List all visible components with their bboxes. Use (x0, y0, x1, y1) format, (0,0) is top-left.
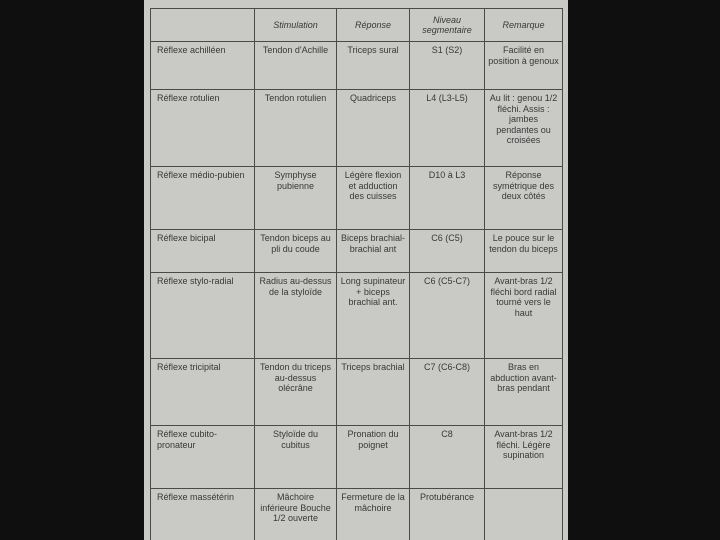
stimulation-cell: Radius au-dessus de la styloïde (255, 273, 337, 359)
table-row (151, 90, 563, 167)
niveau-cell: S1 (S2) (410, 42, 485, 90)
remarque-cell: Avant-bras 1/2 fléchi bord radial tourné vers le haut (485, 273, 563, 359)
reflex-name: Réflexe achilléen (151, 42, 255, 90)
header-stimulation: Stimulation (255, 9, 337, 42)
reflex-name: Réflexe massétérin (151, 489, 255, 540)
stimulation-cell: Tendon rotulien (255, 90, 337, 167)
niveau-cell: C6 (C5-C7) (410, 273, 485, 359)
niveau-cell: L4 (L3-L5) (410, 90, 485, 167)
stimulation-cell: Tendon du triceps au-dessus olécrâne (255, 359, 337, 426)
header-remarque: Remarque (485, 9, 563, 42)
niveau-cell: C8 (410, 426, 485, 489)
reflex-name: Réflexe rotulien (151, 90, 255, 167)
reponse-cell: Quadriceps (337, 90, 410, 167)
header-reponse: Réponse (337, 9, 410, 42)
stimulation-cell: Styloïde du cubitus (255, 426, 337, 489)
table-row (151, 489, 563, 540)
remarque-cell: Au lit : genou 1/2 fléchi. Assis : jambes pendantes ou croisées (485, 90, 563, 167)
table-row (151, 167, 563, 230)
stimulation-cell: Symphyse pubienne (255, 167, 337, 230)
reponse-cell: Pronation du poignet (337, 426, 410, 489)
remarque-cell: Le pouce sur le tendon du biceps (485, 230, 563, 273)
reponse-cell: Triceps sural (337, 42, 410, 90)
stimulation-cell: Mâchoire inférieure Bouche 1/2 ouverte (255, 489, 337, 540)
table-row (151, 230, 563, 273)
scanned-page (144, 0, 568, 540)
table-row (151, 273, 563, 359)
reponse-cell: Long supinateur + biceps brachial ant. (337, 273, 410, 359)
stimulation-cell: Tendon biceps au pli du coude (255, 230, 337, 273)
remarque-cell (485, 489, 563, 540)
reflex-name: Réflexe médio-pubien (151, 167, 255, 230)
niveau-cell: Protubérance (410, 489, 485, 540)
reflex-table (150, 8, 563, 540)
table-row (151, 426, 563, 489)
reponse-cell: Biceps brachial-brachial ant (337, 230, 410, 273)
reflex-name: Réflexe stylo-radial (151, 273, 255, 359)
reflex-name: Réflexe tricipital (151, 359, 255, 426)
reponse-cell: Fermeture de la mâchoire (337, 489, 410, 540)
stimulation-cell: Tendon d'Achille (255, 42, 337, 90)
niveau-cell: D10 à L3 (410, 167, 485, 230)
remarque-cell: Avant-bras 1/2 fléchi. Légère supination (485, 426, 563, 489)
reflex-name: Réflexe cubito-pronateur (151, 426, 255, 489)
header-niveau-segmentaire: Niveau segmentaire (410, 9, 485, 42)
remarque-cell: Facilité en position à genoux (485, 42, 563, 90)
header-empty (151, 9, 255, 42)
remarque-cell: Réponse symétrique des deux côtés (485, 167, 563, 230)
reponse-cell: Légère flexion et adduction des cuisses (337, 167, 410, 230)
table-row (151, 42, 563, 90)
reflex-name: Réflexe bicipal (151, 230, 255, 273)
table-row (151, 359, 563, 426)
niveau-cell: C7 (C6-C8) (410, 359, 485, 426)
table-header-row (151, 9, 563, 42)
reponse-cell: Triceps brachial (337, 359, 410, 426)
niveau-cell: C6 (C5) (410, 230, 485, 273)
remarque-cell: Bras en abduction avant-bras pendant (485, 359, 563, 426)
